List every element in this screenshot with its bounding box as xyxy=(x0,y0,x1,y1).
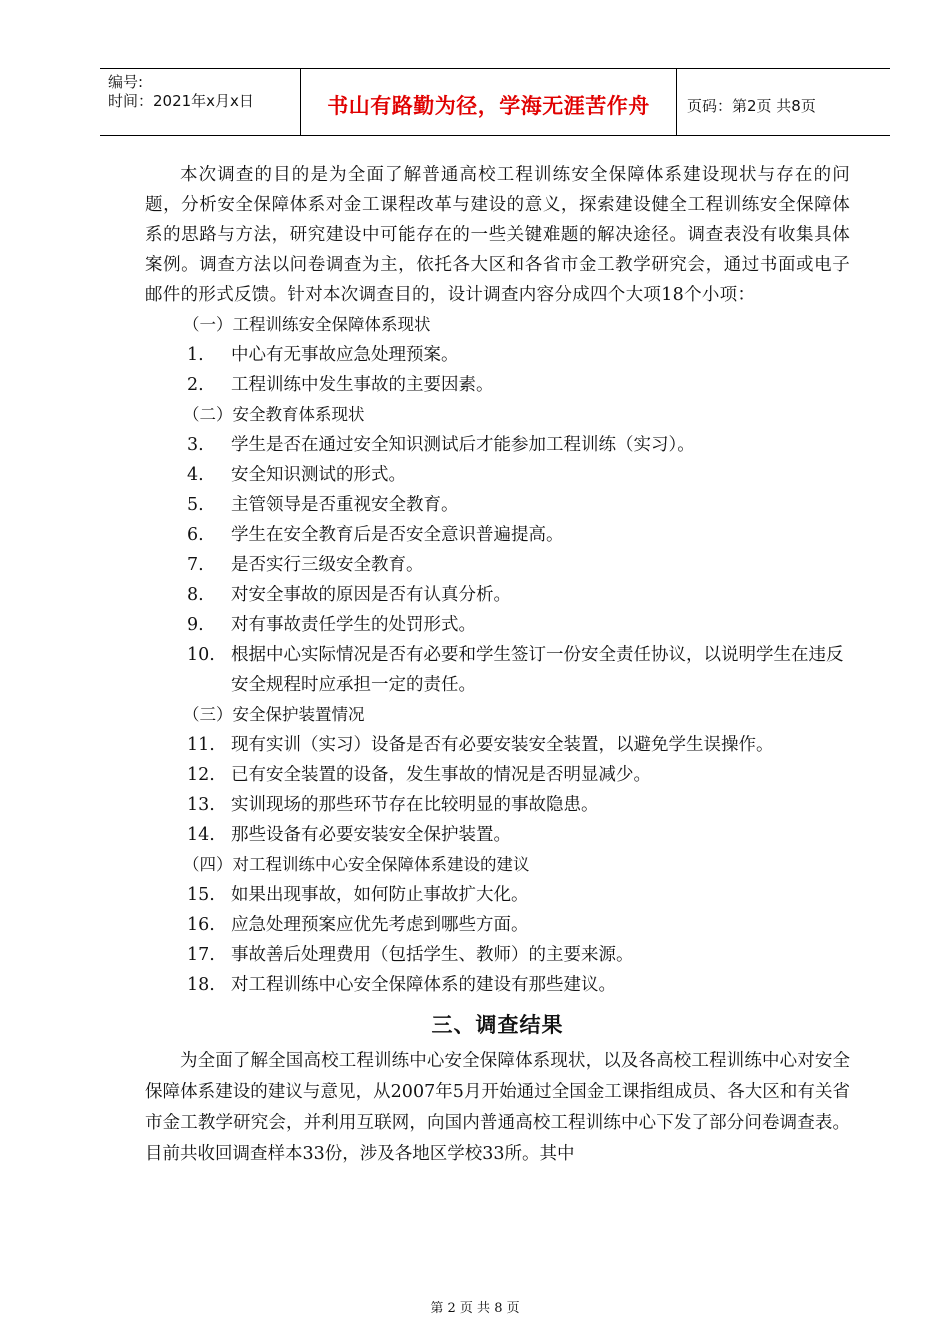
item-text: 已有安全装置的设备，发生事故的情况是否明显减少。 xyxy=(231,765,651,785)
list-item xyxy=(145,640,850,700)
page-header xyxy=(100,68,890,136)
list-item xyxy=(145,370,850,400)
item-number: 1. xyxy=(187,345,204,365)
item-number: 9. xyxy=(187,615,204,635)
results-paragraph: 为全面了解全国高校工程训练中心安全保障体系现状，以及各高校工程训练中心对安全保障体系建设的建议与意见，从2007年5月开始通过全国金工课指组成员、各大区和有关省市金工教学研究会，并利用互联网，向国内普通高校工程训练中心下发了部分问卷调查表。目前共收回调查样本33份，涉及各地区学校33所。其中 xyxy=(145,1051,850,1164)
list-item xyxy=(145,880,850,910)
list-item xyxy=(145,580,850,610)
item-number: 6. xyxy=(187,525,204,545)
item-number: 14. xyxy=(187,825,215,845)
item-number: 7. xyxy=(187,555,204,575)
document-body xyxy=(145,160,850,1170)
item-text: 主管领导是否重视安全教育。 xyxy=(231,495,459,515)
item-text: 学生在安全教育后是否安全意识普遍提高。 xyxy=(231,525,564,545)
item-text: 现有实训（实习）设备是否有必要安装安全装置，以避免学生误操作。 xyxy=(231,735,774,755)
page-footer: 第 2 页 共 8 页 xyxy=(430,1301,520,1316)
document-date: 时间：2021年x月x日 xyxy=(108,92,254,110)
item-text: 工程训练中发生事故的主要因素。 xyxy=(231,375,494,395)
item-number: 12. xyxy=(187,765,215,785)
item-number: 17. xyxy=(187,945,215,965)
document-number-label: 编号: xyxy=(108,73,144,91)
list-item xyxy=(145,430,850,460)
item-text: 如果出现事故，如何防止事故扩大化。 xyxy=(231,885,529,905)
item-text: 学生是否在通过安全知识测试后才能参加工程训练（实习）。 xyxy=(231,435,695,455)
results-heading: 三、调查结果 xyxy=(431,1013,564,1037)
item-text: 实训现场的那些环节存在比较明显的事故隐患。 xyxy=(231,795,599,815)
item-text: 中心有无事故应急处理预案。 xyxy=(231,345,459,365)
list-item xyxy=(145,340,850,370)
list-item xyxy=(145,610,850,640)
list-item xyxy=(145,910,850,940)
item-text: 应急处理预案应优先考虑到哪些方面。 xyxy=(231,915,529,935)
item-number: 3. xyxy=(187,435,204,455)
item-text: 那些设备有必要安装安全保护装置。 xyxy=(231,825,511,845)
item-text: 对有事故责任学生的处罚形式。 xyxy=(231,615,476,635)
item-number: 5. xyxy=(187,495,204,515)
item-number: 4. xyxy=(187,465,204,485)
item-text: 对工程训练中心安全保障体系的建设有那些建议。 xyxy=(231,975,616,995)
item-text: 对安全事故的原因是否有认真分析。 xyxy=(231,585,511,605)
section-title: （一）工程训练安全保障体系现状 xyxy=(183,315,431,334)
item-text: 事故善后处理费用（包括学生、教师）的主要来源。 xyxy=(231,945,634,965)
item-number: 13. xyxy=(187,795,215,815)
list-item xyxy=(145,760,850,790)
item-number: 16. xyxy=(187,915,215,935)
item-number: 15. xyxy=(187,885,215,905)
list-item xyxy=(145,460,850,490)
header-motto: 书山有路勤为径，学海无涯苦作舟 xyxy=(301,69,677,135)
list-item xyxy=(145,940,850,970)
header-meta xyxy=(100,69,301,135)
list-item xyxy=(145,520,850,550)
list-item xyxy=(145,970,850,1000)
item-number: 18. xyxy=(187,975,215,995)
list-item xyxy=(145,820,850,850)
list-item xyxy=(145,550,850,580)
list-item xyxy=(145,790,850,820)
intro-paragraph: 本次调查的目的是为全面了解普通高校工程训练安全保障体系建设现状与存在的问题，分析安全保障体系对金工课程改革与建设的意义，探索建设健全工程训练安全保障体系的思路与方法，研究建设中可能存在的一些关键难题的解决途径。调查表没有收集具体案例。调查方法以问卷调查为主，依托各大区和各省市金工教学研究会，通过书面或电子邮件的形式反馈。针对本次调查目的，设计调查内容分成四个大项18个小项： xyxy=(145,165,850,305)
item-text: 安全知识测试的形式。 xyxy=(231,465,406,485)
survey-sections xyxy=(145,310,850,1000)
header-page-info: 页码：第2页 共8页 xyxy=(687,96,816,115)
item-number: 10. xyxy=(187,645,215,665)
section-title: （四）对工程训练中心安全保障体系建设的建议 xyxy=(183,855,530,874)
item-number: 11. xyxy=(187,735,215,755)
item-number: 2. xyxy=(187,375,204,395)
item-text: 根据中心实际情况是否有必要和学生签订一份安全责任协议，以说明学生在违反安全规程时应承担一定的责任。 xyxy=(231,645,844,695)
list-item xyxy=(145,730,850,760)
section-title: （三）安全保护装置情况 xyxy=(183,705,365,724)
item-text: 是否实行三级安全教育。 xyxy=(231,555,424,575)
item-number: 8. xyxy=(187,585,204,605)
section-title: （二）安全教育体系现状 xyxy=(183,405,365,424)
list-item xyxy=(145,490,850,520)
